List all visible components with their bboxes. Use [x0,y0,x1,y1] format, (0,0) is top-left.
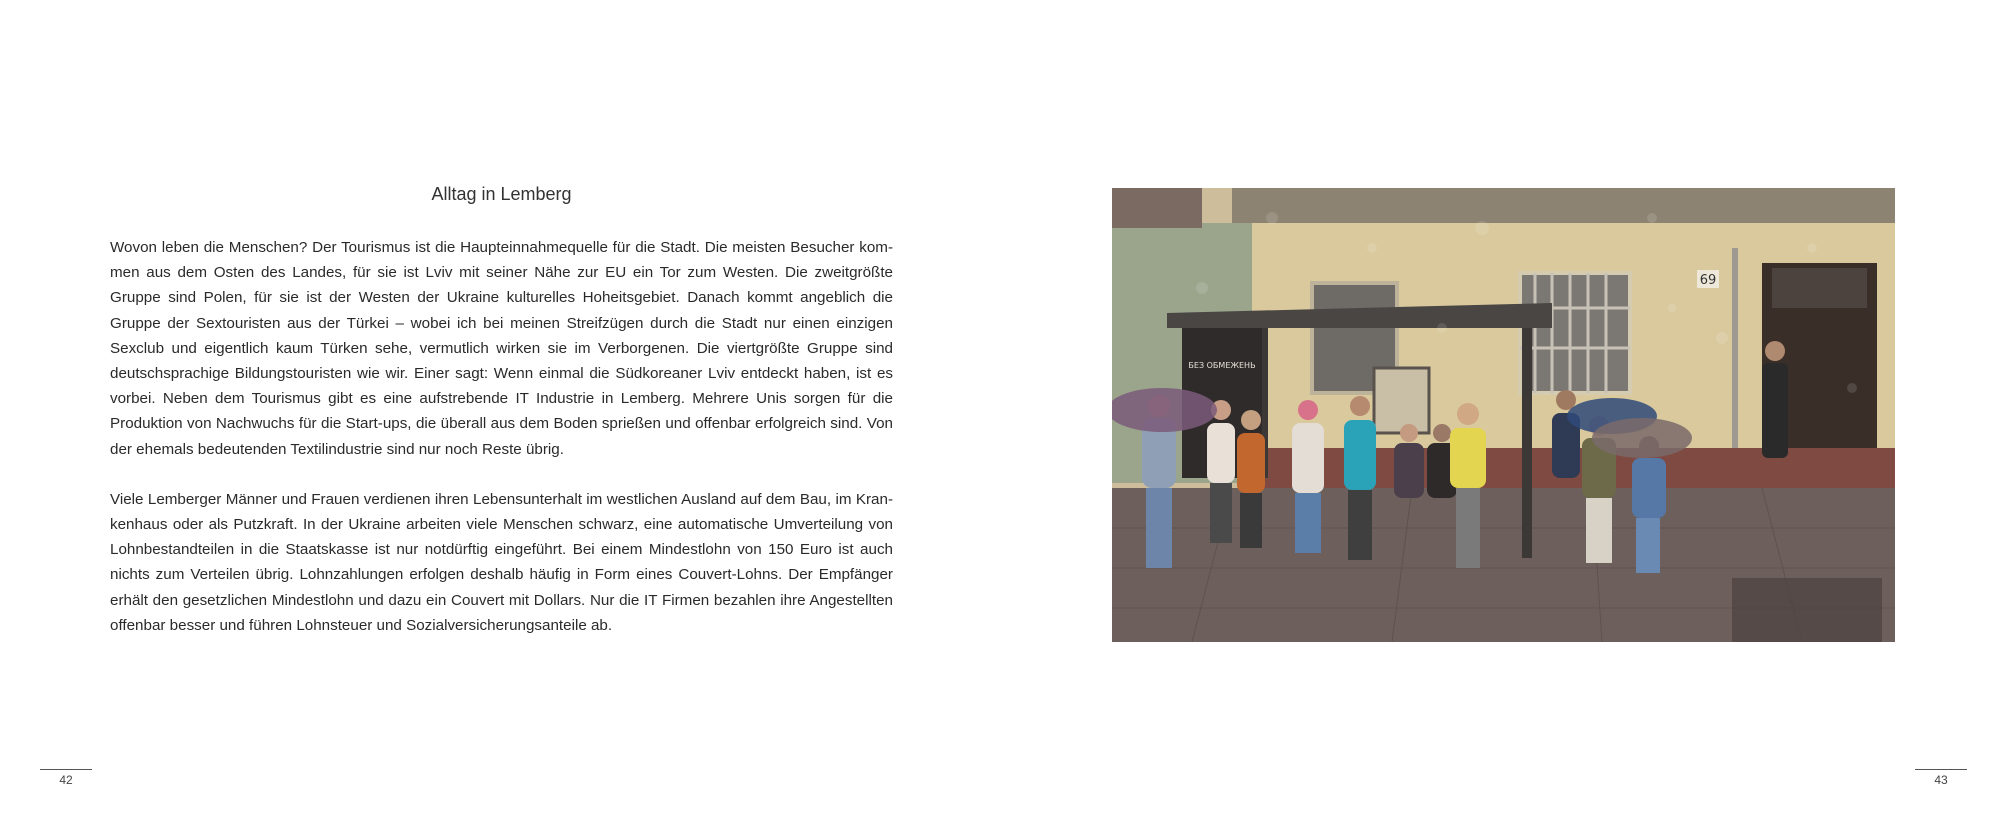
body-text [110,235,893,663]
paragraph-1: Wovon leben die Menschen? Der Tourismus ist die Haupteinnahmequelle für die Stadt. Die meisten Besucher kommen aus dem Osten des Landes, für sie ist Lviv mit seiner Nähe zur EU ein Tor zum Westen. Die zweitgrößte Gruppe sind Polen, für sie ist der Westen der Ukraine kulturelles Hoheitsgebiet. Danach kommt angeblich die Gruppe der Sextouristen aus der Türkei – wobei ich bei meinen Streifzügen durch die Stadt nur einen einzigen Sexclub und eigentlich kaum Türken sehe, vermutlich wirken sie im Verborgenen. Die viertgrößte Gruppe sind deutschsprachige Bildungstouristen wie wir. Einer sagt: Wenn einmal die Südkoreaner Lviv entdeckt haben, ist es vorbei. Neben dem Tourismus gibt es eine aufstrebende IT Industrie in Lemberg. Mehrere Unis sorgen für die Produktion von Nachwuchs für die Start-ups, die überall aus dem Boden sprießen und offenbar erfolgreich sind. Von der ehemals bedeutenden Textilindustrie sind nur noch Reste übrig. [110,239,893,458]
page-number-left: 42 [40,769,92,787]
house-number: 69 [1699,273,1717,288]
page-number-right: 43 [1915,769,1967,787]
right-page [1000,0,2000,833]
page-title: Alltag in Lemberg [431,184,572,204]
paragraph-2: Viele Lemberger Männer und Frauen verdienen ihren Lebensunterhalt im westlichen Ausland auf dem Bau, im Krankenhaus oder als Putzkraft. In der Ukraine arbeiten viele Menschen schwarz, eine automatische Umverteilung von Lohnbestandteilen in die Staatskasse ist nur notdürftig eingeführt. Bei einem Mindestlohn von 150 Euro ist auch nichts zum Verteilen übrig. Lohnzahlungen erfolgen deshalb häufig in Form eines Couvert-Lohns. Der Empfänger erhält den gesetzlichen Mindestlohn und dazu ein Couvert mit Dollars. Nur die IT Firmen bezahlen ihre Angestellten offenbar besser und führen Lohnsteuer und Sozialversicherungsanteile ab. [110,490,893,634]
shelter-ad-text: БЕЗ ОБМЕЖЕНЬ [1188,361,1256,370]
street-photo [1112,188,1895,642]
